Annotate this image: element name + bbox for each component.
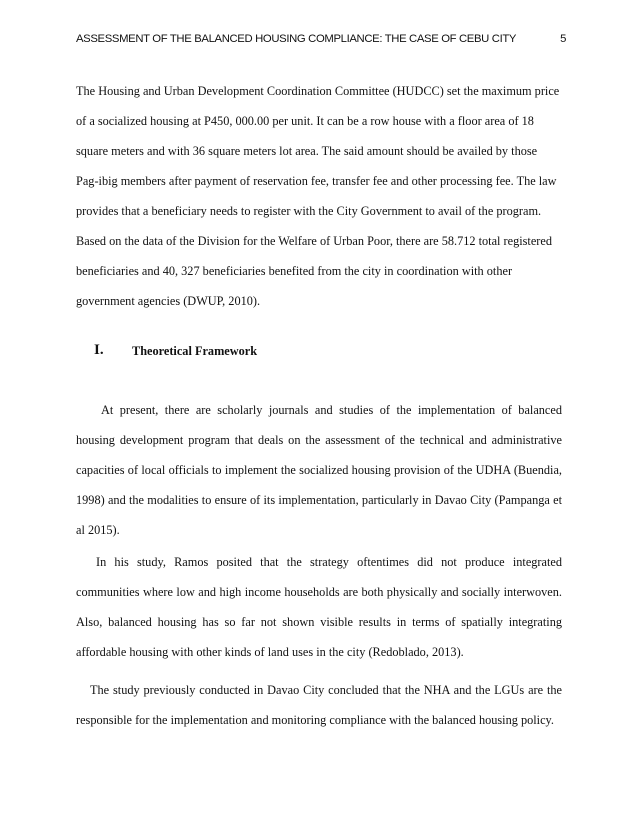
section-title: Theoretical Framework (132, 344, 258, 358)
paragraph-housing-price: The Housing and Urban Development Coordination Committee (HUDCC) set the maximum price of a socialized housing at P450, 000.00 per unit. It can be a row house with a floor area of 18 square meters and with 36 square meters lot area. The said amount should be availed by those Pag-ibig members after payment of reservation fee, transfer fee and other processing fee. The law provides that a beneficiary needs to register with the City Government to avail of the program. Based on the data of the Division for the Welfare of Urban Poor, there are 58.712 total registered beneficiaries and 40, 327 beneficiaries benefited from the city in coordination with other government agencies (DWUP, 2010). (76, 84, 560, 308)
paragraph-ramos-study: In his study, Ramos posited that the strategy oftentimes did not produce integrated communities where low and high income households are both physically and socially interwoven. Also, balanced housing has so far not shown visible results in terms of spatially integrating affordable housing with other kinds of land uses in the city (Redoblado, 2013). (76, 555, 562, 659)
header-title: ASSESSMENT OF THE BALANCED HOUSING COMPLIANCE: THE CASE OF CEBU CITY (76, 33, 517, 45)
paragraph-davao-study: The study previously conducted in Davao City concluded that the NHA and the LGUs are the responsible for the implementation and monitoring compliance with the balanced housing policy. (76, 683, 562, 727)
section-number: I. (94, 342, 104, 358)
page-number: 5 (560, 33, 566, 45)
paragraph-scholarly-studies: At present, there are scholarly journals and studies of the implementation of balanced housing development program that deals on the assessment of the technical and administrative capacities of local officials to implement the socialized housing provision of the UDHA (Buendia, 1998) and the modalities to ensure of its implementation, particularly in Davao City (Pampanga et al 2015). (76, 403, 562, 537)
